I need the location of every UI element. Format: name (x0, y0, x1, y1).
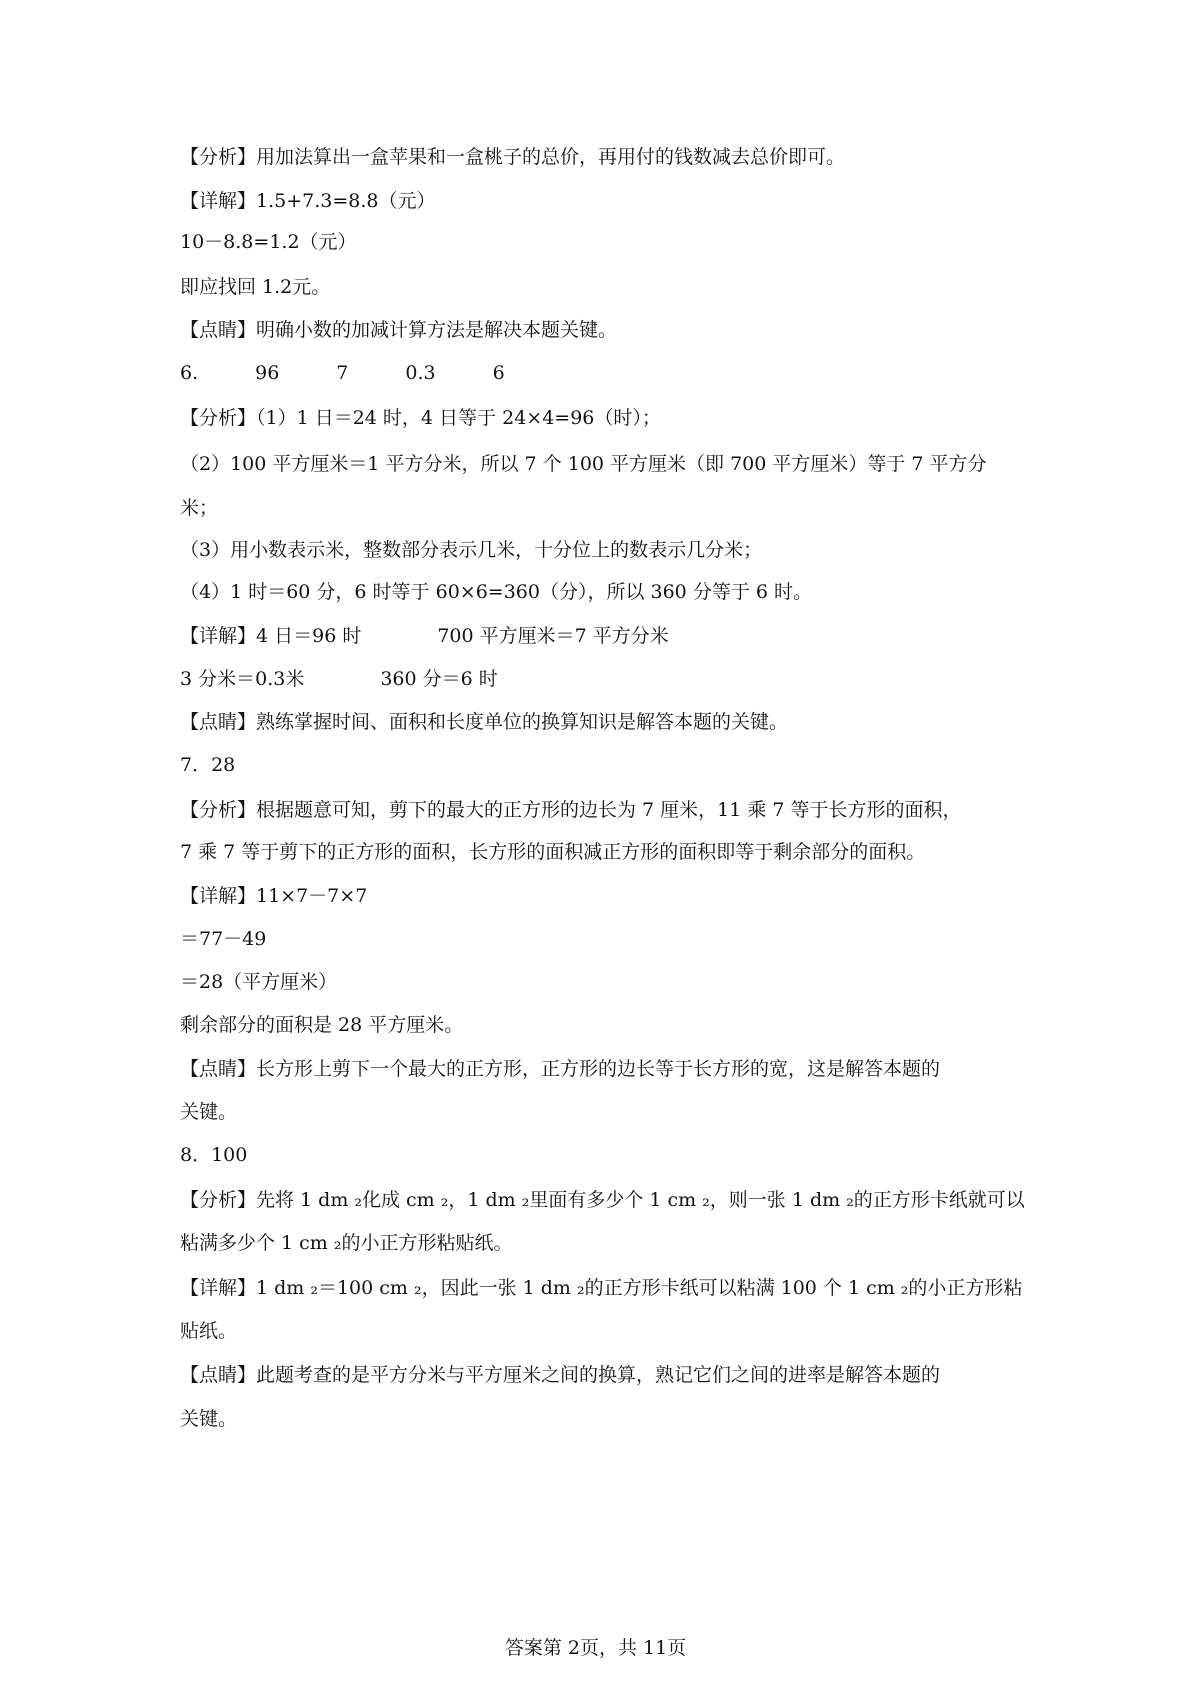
text-line: ＝77－49 (180, 928, 267, 950)
text-line: 剩余部分的面积是 28 平方厘米。 (180, 1014, 464, 1036)
text-line: （3）用小数表示米，整数部分表示几米，十分位上的数表示几分米； (180, 539, 763, 561)
text-line: 7．28 (180, 754, 236, 776)
text-line: （4）1 时＝60 分，6 时等于 60×6=360（分），所以 360 分等于 6 时。 (180, 581, 812, 603)
text-line: 【分析】用加法算出一盒苹果和一盒桃子的总价，再用付的钱数减去总价即可。 (180, 146, 846, 168)
text-line: 3 分米＝0.3米 360 分＝6 时 (180, 668, 498, 690)
text-line: 贴纸。 (180, 1320, 238, 1342)
text-line: 粘满多少个 1 cm ₂的小正方形粘贴纸。 (180, 1232, 513, 1254)
text-line: 【分析】先将 1 dm ₂化成 cm ₂，1 dm ₂里面有多少个 1 cm ₂，则一张 1 dm ₂的正方形卡纸就可以 (180, 1189, 1025, 1211)
text-line: 10－8.8=1.2（元） (180, 231, 357, 253)
text-line: 【分析】（1）1 日＝24 时，4 日等于 24×4=96（时）； (180, 407, 661, 429)
page-footer: 答案第 2页，共 11页 (504, 1637, 687, 1659)
text-line: 【点睛】此题考查的是平方分米与平方厘米之间的换算，熟记它们之间的进率是解答本题的 (180, 1364, 941, 1386)
text-line: 即应找回 1.2元。 (180, 276, 331, 298)
text-line: 【分析】根据题意可知，剪下的最大的正方形的边长为 7 厘米，11 乘 7 等于长方形的面积， (180, 799, 962, 821)
text-line: 【详解】1 dm ₂＝100 cm ₂，因此一张 1 dm ₂的正方形卡纸可以粘满 100 个 1 cm ₂的小正方形粘 (180, 1277, 1023, 1299)
text-line: 【详解】11×7－7×7 (180, 885, 368, 907)
text-line: 【详解】4 日＝96 时 700 平方厘米＝7 平方分米 (180, 625, 669, 647)
text-line: 关键。 (180, 1101, 238, 1123)
text-line: 【点睛】长方形上剪下一个最大的正方形，正方形的边长等于长方形的宽，这是解答本题的 (180, 1058, 941, 1080)
text-line: （2）100 平方厘米＝1 平方分米，所以 7 个 100 平方厘米（即 700 平方厘米）等于 7 平方分 (180, 453, 987, 475)
text-line: 8．100 (180, 1144, 248, 1166)
text-line: 6. 96 7 0.3 6 (180, 362, 505, 384)
text-line: 【详解】1.5+7.3=8.8（元） (180, 190, 436, 212)
text-line: 【点睛】明确小数的加减计算方法是解决本题关键。 (180, 319, 618, 341)
text-line: 【点睛】熟练掌握时间、面积和长度单位的换算知识是解答本题的关键。 (180, 711, 789, 733)
text-line: 米； (180, 497, 219, 519)
text-line: 关键。 (180, 1408, 238, 1430)
text-line: 7 乘 7 等于剪下的正方形的面积，长方形的面积减正方形的面积即等于剩余部分的面积。 (180, 841, 926, 863)
text-line: ＝28（平方厘米） (180, 971, 338, 993)
